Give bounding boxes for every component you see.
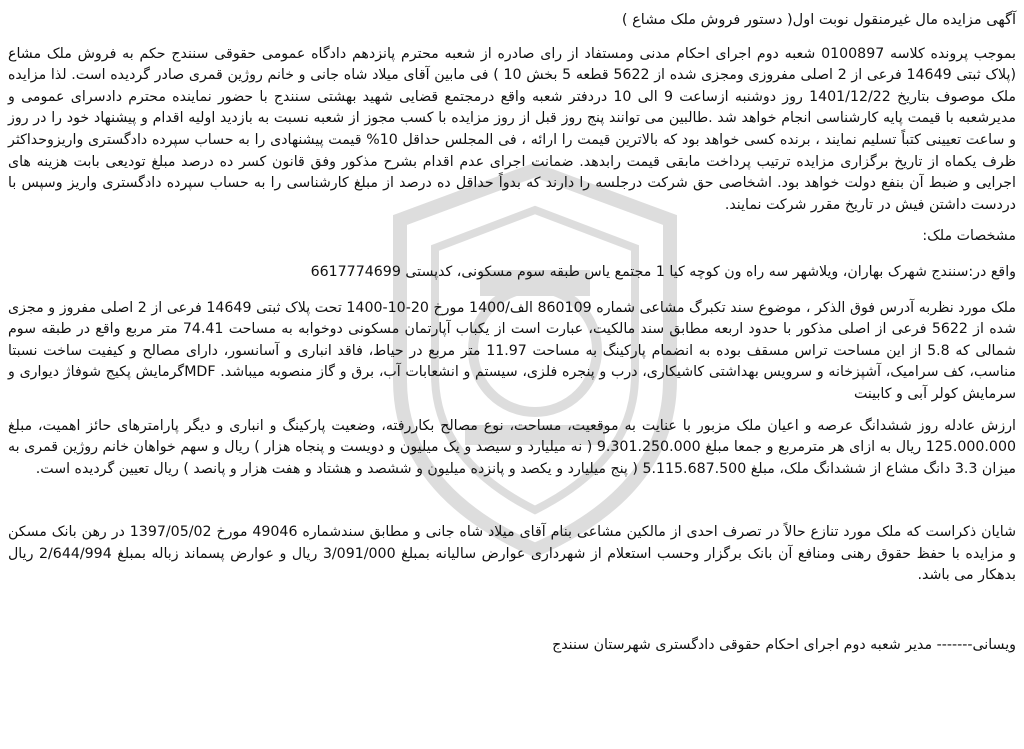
property-remarks: شایان ذکراست که ملک مورد تنازع حالاً در تصرف احدی از مالکین مشاعی بنام آقای میلاد شاه جانی و مطابق سندشماره 49046 مورخ 1397/05/02 در رهن بانک مسکن و مزایده با حفظ حقوق رهنی ومنافع آن بانک برگزار وحسب استعلام از شهرداری عوارض سالیانه بمبلغ 3/091/000 ریال و عوارض پسماند زباله بمبلغ 2/644/994 ریال بدهکار می باشد. [8, 524, 1016, 584]
property-valuation: ارزش عادله روز ششدانگ عرصه و اعیان ملک مزبور با عنایت به موقعیت، مساحت، نوع مصالح بکاررفته، وضعیت پارکینگ و انباری و دیگر پارامترهای حائز اهمیت، مبلغ 125.000.000 ریال به ازای هر مترمربع و جمعا مبلغ 9.301.250.000 ( نه میلیارد و سیصد و یک میلیون و دویست و پنجاه هزار ) ریال و سهم خواهان خانم روژین قمری به میزان 3.3 دانگ مشاع از ششدانگ ملک، مبلغ 5.115.687.500 ( پنج میلیارد و یکصد و پانزده میلیون و ششصد و هشتاد و هفت هزار و پانصد ) ریال تعیین گردیده است. [8, 417, 1016, 477]
notice-intro: بموجب پرونده کلاسه 0100897 شعبه دوم اجرای احکام مدنی ومستفاد از رای صادره از شعبه محترم پانزدهم دادگاه عمومی حقوقی سنندج حکم به فروش ملک مشاع (پلاک ثبتی 14649 فرعی از 2 اصلی مفروزی ومجزی شده از 5622 قطعه 5 بخش 10 ) فی مابین آقای میلاد شاه جانی و خانم روژین قمری صادر گردیده است. لذا مزایده ملک موصوف بتاریخ 1401/12/22 روز دوشنبه ازساعت 9 الی 10 دردفتر شعبه واقع درمجتمع قضایی شهید بهشتی سنندج با حضور نماینده محترم دادسرای عمومی و مدیرشعبه با قیمت پایه کارشناسی انجام خواهد شد .طالبین می توانند پنج روز قبل از روز مزایده با کسب مجوز از شعبه نسبت به بازدید اولیه اقدام و پیشنهاد خود را در روز و ساعت تعیینی کتباً تسلیم نمایند ، برنده کسی خواهد بود که بالاترین قیمت را ارائه ، فی المجلس حداقل 10% قیمت پیشنهادی را به حساب سپرده دادگستری واریزوحداکثر ظرف یکماه از تاریخ برگزاری مزایده ترتیب پرداخت مابقی قیمت رابدهد. ضمانت اجرای عدم اقدام بشرح مذکور وفق قانون کسر ده درصد مبلغ تودیعی بابت هزینه های اجرایی و ضبط آن بنفع دولت خواهد بود. اشخاصی حق شرکت درجلسه را دارند که بدواً حداقل ده درصد از مبلغ کارشناسی را به حساب سپرده دادگستری واریز وسپس با دردست داشتن فیش در تاریخ مقرر شرکت نمایند. [8, 45, 1017, 213]
specs-heading: مشخصات ملک: [922, 228, 1016, 245]
property-description: ملک مورد نظربه آدرس فوق الذکر ، موضوع سند تکبرگ مشاعی شماره 860109 الف/1400 مورخ 20-10-1400 تحت پلاک ثبتی 14649 فرعی از 2 اصلی مفروز و مجزی شده از 5622 فرعی از اصلی مذکور با حدود اربعه مطابق سند مالکیت، عبارت است از یکباب آپارتمان مسکونی دوخوابه به مساحت 74.41 متر مربع واقع در طبقه سوم شمالی که 5.8 از این مساحت تراس مسقف بوده به انضمام پارکینگ به مساحت 11.97 متر مربع در حیاط، فاقد انباری و آسانسور، دارای مصالح و کیفیت ساخت نسبتا مناسب، کف سرامیک، آشپزخانه و سرویس بهداشتی کاشیکاری، درب و پنجره فلزی، سیستم و انشعابات آب، برق و گاز منصوبه میباشد. MDFگرمایش پکیج شوفاژ دیواری و سرمایش کولر آبی و کابینت [8, 299, 1017, 402]
property-address: واقع در:سنندج شهرک بهاران، ویلاشهر سه راه ون کوچه کیا 1 مجتمع یاس طبقه سوم مسکونی، کدپستی 6617774699 [310, 263, 1016, 280]
notice-title: آگهی مزایده مال غیرمنقول نوبت اول( دستور فروش ملک مشاع ) [621, 12, 1016, 28]
signature-line: ویسانی------- مدیر شعبه دوم اجرای احکام حقوقی دادگستری شهرستان سنندج [552, 637, 1016, 654]
